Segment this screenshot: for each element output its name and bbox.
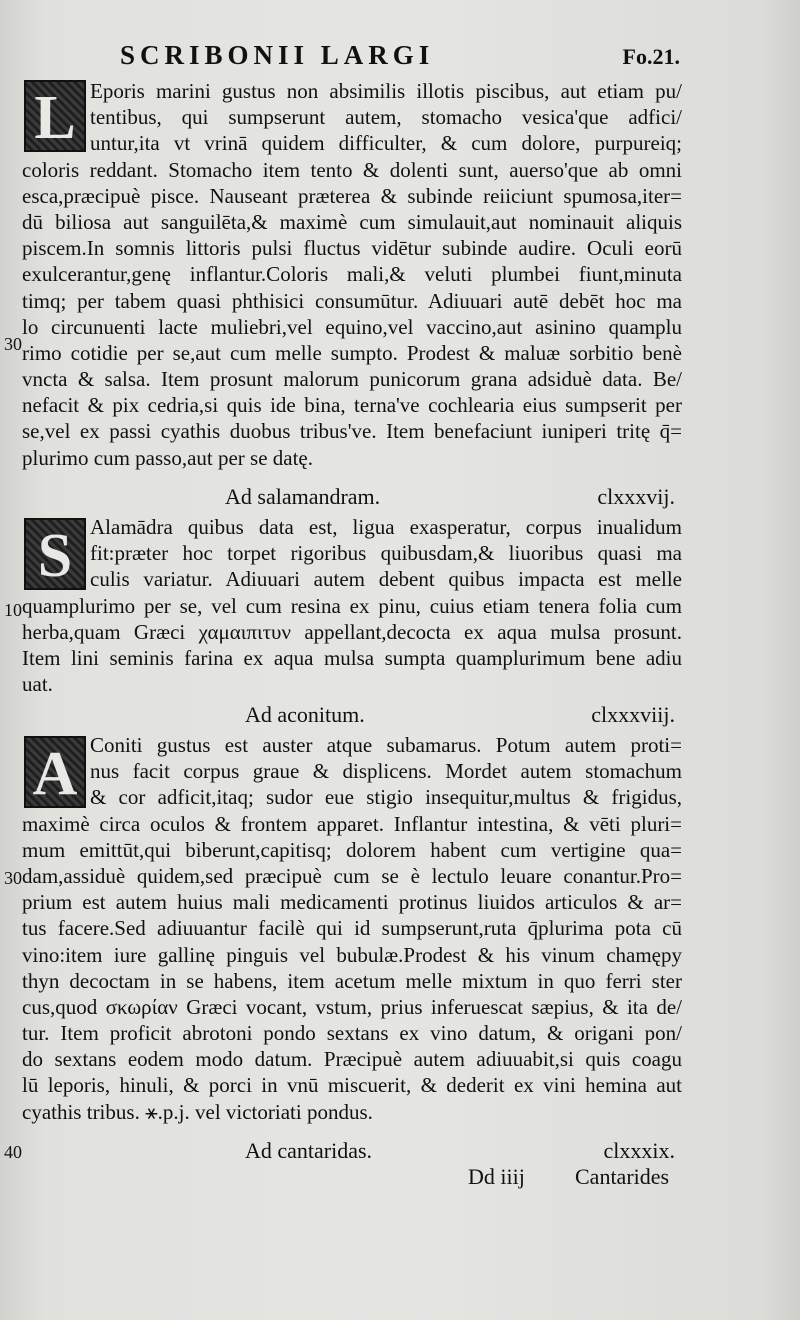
text-line: esca,præcipuè pisce. Nauseant præterea & subinde reiiciunt spumosa,iter=	[22, 183, 682, 208]
decorated-initial-l: L	[24, 80, 86, 152]
margin-line-number: 10	[4, 600, 22, 620]
text-line: coloris reddant. Stomacho item tento & dolenti sunt, auerso'que ab omni	[22, 157, 682, 182]
text-line: cyathis tribus. ⚹.p.j. vel victoriati pondus.	[22, 1099, 373, 1124]
text-line: Eporis marini gustus non absimilis illotis piscibus, aut etiam pu/	[90, 79, 682, 103]
text-line: tur. Item proficit abrotoni pondo sextans ex vino datum, & origani pon/	[22, 1021, 682, 1046]
heading-title: Ad aconitum.	[245, 702, 365, 727]
text-line: tus facere.Sed adiuuantur facilè qui id sumpserunt,ruta q̄plurima pota cū	[22, 916, 682, 941]
text-line: do sextans eodem modo datum. Præcipuè autem adiuuabit,si quis coagu	[22, 1047, 682, 1072]
text-line: untur,ita vt vrinā quidem difficulter, & cum dolore, purpureiq;	[90, 131, 682, 156]
text-line: vino:item iure gallinę pinguis vel bubulæ.Prodest & his vinum chamępy	[22, 942, 682, 967]
decorated-initial-a: A	[24, 736, 86, 808]
text-line: plurimo cum passo,aut per se datę.	[22, 445, 314, 470]
text-line: Coniti gustus est auster atque subamarus. Potum autem proti=	[90, 733, 682, 757]
section-lepus-marinus	[22, 78, 682, 471]
text-line: exulcerantur,genę inflantur.Coloris mali,& veluti plumbei fiunt,minuta	[22, 262, 682, 287]
heading-aconitum	[245, 700, 675, 730]
text-line: Item lini seminis farina ex aqua mulsa sumpta quamplurimum bene adiu	[22, 645, 682, 670]
text-line: vncta & salsa. Item prosunt malorum punicorum grana adsiduè data. Be/	[22, 367, 682, 392]
text-line: mum emittūt,qui biberunt,capitisq; dolorem habent cum vertigine qua=	[22, 837, 682, 862]
catchword: Cantarides	[575, 1164, 670, 1189]
page-header	[120, 40, 680, 76]
text-line: fit:præter hoc torpet rigoribus quibusdam,& liuoribus quasi ma	[90, 541, 682, 566]
text-line: se,vel ex passi cyathis duobus tribus've. Item benefaciunt iuniperi tritę q̄=	[22, 419, 682, 444]
signature-mark: Dd iiij	[468, 1164, 525, 1189]
text-line: piscem.In somnis littoris pulsi fluctus vidētur subinde audire. Oculi eorū	[22, 236, 682, 261]
text-line: uat.	[22, 672, 53, 697]
margin-line-number: 30	[4, 334, 22, 354]
heading-number: clxxxix.	[603, 1138, 675, 1163]
folio-number: Fo.21.	[622, 44, 680, 69]
heading-cantaridas	[245, 1136, 675, 1166]
text-line: lo circunuenti lacte muliebri,vel equino,vel vaccino,aut asinino quamplu	[22, 314, 682, 339]
text-line: quamplurimo per se, vel cum resina ex pinu, cuius etiam tenera folia cum	[22, 593, 682, 618]
text-line: dū biliosa aut sanguilēta,& maximè cum simulauit,aut nominauit aliquis	[22, 209, 682, 234]
margin-line-number: 30	[4, 868, 22, 888]
text-line: & cor adficit,itaq; sudor eue stigio insequitur,multus & frigidus,	[90, 785, 682, 810]
decorated-initial-s: S	[24, 518, 86, 590]
text-line: maximè circa oculos & frontem apparet. Inflantur intestina, & vēti pluri=	[22, 811, 682, 836]
heading-salamandra	[225, 482, 675, 512]
text-line: tentibus, qui sumpserunt autem, stomacho vesica'que adfici/	[90, 105, 682, 130]
heading-title: Ad cantaridas.	[245, 1138, 373, 1163]
heading-number: clxxxviij.	[591, 702, 675, 727]
section-salamandra	[22, 514, 682, 697]
text-line: timq; per tabem quasi phthisici consumūtur. Adiuuari autē debēt hoc ma	[22, 288, 682, 313]
margin-line-number: 40	[4, 1142, 22, 1162]
text-line: rimo cotidie per se,aut cum melle sumpto. Prodest & maluæ sorbitio benè	[22, 340, 682, 365]
text-line: dam,assiduè quidem,sed præcipuè cum se è lectulo leuare conantur.Pro=	[22, 863, 682, 888]
text-line: cus,quod σκωρίαν Græci vocant, vstum, prius inferuescat sæpius, & ita de/	[22, 994, 682, 1019]
text-line: lū leporis, hinuli, & porci in vnū miscuerit, & dederit ex vini hemina aut	[22, 1073, 682, 1098]
text-line: Alamādra quibus data est, ligua exasperatur, corpus inualidum	[90, 515, 682, 539]
heading-number: clxxxvij.	[597, 484, 675, 509]
text-line: thyn decoctam in se habens, item acetum melle mixtum in quo ferri ster	[22, 968, 682, 993]
text-line: herba,quam Græci χαμαιπιτυν appellant,decocta ex aqua mulsa prosunt.	[22, 619, 682, 644]
text-line: culis variatur. Adiuuari autem debent quibus impacta est melle	[90, 567, 682, 592]
running-head: SCRIBONII LARGI	[120, 40, 435, 70]
section-aconitum	[22, 732, 682, 1125]
text-line: prium est autem huius mali medicamenti protinus liuidos articulos & ar=	[22, 890, 682, 915]
heading-title: Ad salamandram.	[225, 484, 381, 509]
text-line: nefacit & pix cedria,si quis ide bina, terna've cochlearia eius sumpserit per	[22, 393, 682, 418]
text-line: nus facit corpus graue & displicens. Mordet autem stomachum	[90, 759, 682, 784]
